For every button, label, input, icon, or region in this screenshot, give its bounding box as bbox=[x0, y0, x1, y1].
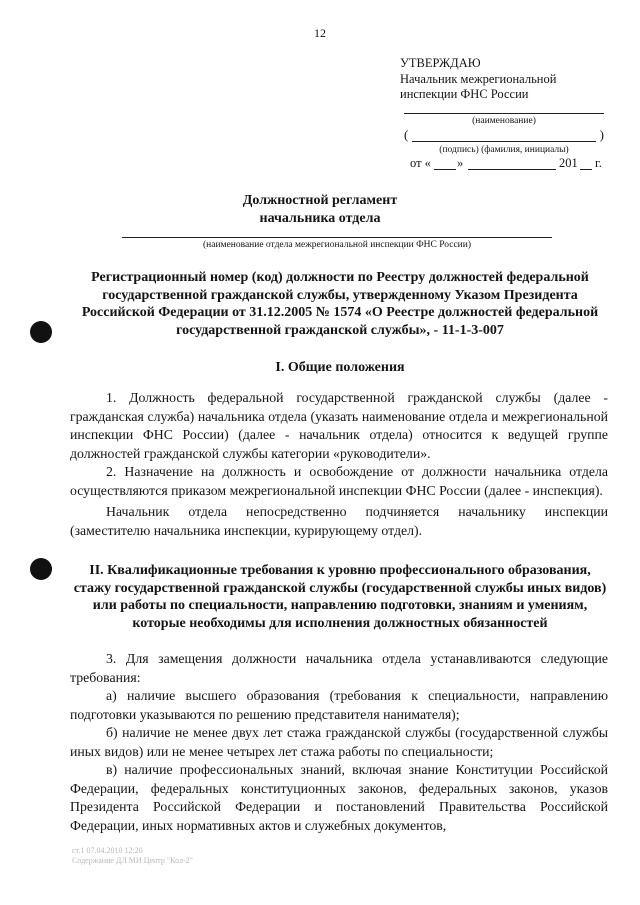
approval-position-line1: Начальник межрегиональной bbox=[400, 72, 557, 86]
date-prefix: от « bbox=[410, 156, 431, 170]
section2-paragraph: в) наличие профессиональных знаний, включая знание Конституции Российской Федерации, федеральных конституционных законов, федеральных законов, указов Президента Российской Федерации и постановлений Правительства Российской Федерации, иных нормативных актов и служебных документов, bbox=[70, 762, 608, 833]
hole-punch-mark-bottom bbox=[30, 558, 52, 580]
date-month-line bbox=[468, 169, 556, 170]
date-suffix: г. bbox=[595, 156, 602, 170]
department-caption: (наименование отдела межрегиональной инспекции ФНС России) bbox=[202, 240, 472, 250]
section1-heading: I. Общие положения bbox=[275, 360, 405, 375]
date-year: 201 bbox=[559, 156, 578, 170]
department-name-line bbox=[122, 237, 552, 238]
date-mid: » bbox=[457, 156, 464, 170]
document-title-line2: начальника отдела bbox=[259, 211, 381, 226]
date-year-line bbox=[580, 169, 592, 170]
section1-paragraph: 2. Назначение на должность и освобождение от должности начальника отдела осуществляются приказом межрегиональной инспекции ФНС России (далее - инспекция). bbox=[70, 464, 608, 498]
registration-number: Регистрационный номер (код) должности по Реестру должностей федеральной государственной гражданской службы, утвержденному Указом Президента Российской Федерации от 31.12.2005 № 1574 «О Реестре должностей федеральной государственной гражданской службы», - 11-1-3-007 bbox=[81, 270, 599, 338]
hole-punch-mark-top bbox=[30, 321, 52, 343]
section2-heading: II. Квалификационные требования к уровню профессионального образования, стажу государственной гражданской службы (государственной службы иных видов) или работы по специальности, направлению подготовки, знаниям и умениям, которые необходимы для исполнения должностных обязанностей bbox=[73, 563, 607, 631]
document-title-line1: Должностной регламент bbox=[242, 193, 398, 208]
approval-signature-row bbox=[404, 127, 604, 143]
system-stamp-line2: Содержание ДЛ МИ Центр "Кол-2" bbox=[72, 856, 193, 865]
section2-body bbox=[70, 650, 608, 835]
signature-close-paren: ) bbox=[599, 127, 604, 142]
approval-position-line2: инспекции ФНС России bbox=[400, 87, 529, 101]
approval-title: УТВЕРЖДАЮ bbox=[400, 56, 481, 70]
section1-body bbox=[70, 389, 608, 540]
section1-paragraph: 1. Должность федеральной государственной гражданской службы (далее - гражданская служба) начальника отдела (указать наименование отдела и межрегиональной инспекции ФНС России) (далее - начальник отдела) относится к ведущей группе должностей гражданской службы категории «руководители». bbox=[70, 390, 608, 461]
approval-date-row bbox=[404, 156, 608, 172]
system-stamp-line1: ст.1 07.04.2010 12:20 bbox=[72, 846, 143, 855]
signature-line bbox=[412, 141, 596, 142]
section2-paragraph: б) наличие не менее двух лет стажа гражданской службы (государственной службы иных видов) или не менее четырех лет стажа работы по специальности; bbox=[70, 725, 608, 759]
approval-signature-caption: (подпись) (фамилия, инициалы) bbox=[439, 145, 569, 155]
section2-paragraph: 3. Для замещения должности начальника отдела устанавливаются следующие требования: bbox=[70, 651, 608, 685]
date-day-line bbox=[434, 169, 456, 170]
section1-paragraph: Начальник отдела непосредственно подчиняется начальнику инспекции (заместителю начальника инспекции, курирующему отдел). bbox=[70, 504, 608, 538]
approval-name-caption: (наименование) bbox=[472, 116, 536, 126]
approval-name-line bbox=[404, 113, 604, 114]
page-number: 12 bbox=[314, 26, 326, 40]
signature-open-paren: ( bbox=[404, 127, 409, 142]
section2-paragraph: а) наличие высшего образования (требования к специальности, направлению подготовки указываются по решению представителя нанимателя); bbox=[70, 688, 608, 722]
